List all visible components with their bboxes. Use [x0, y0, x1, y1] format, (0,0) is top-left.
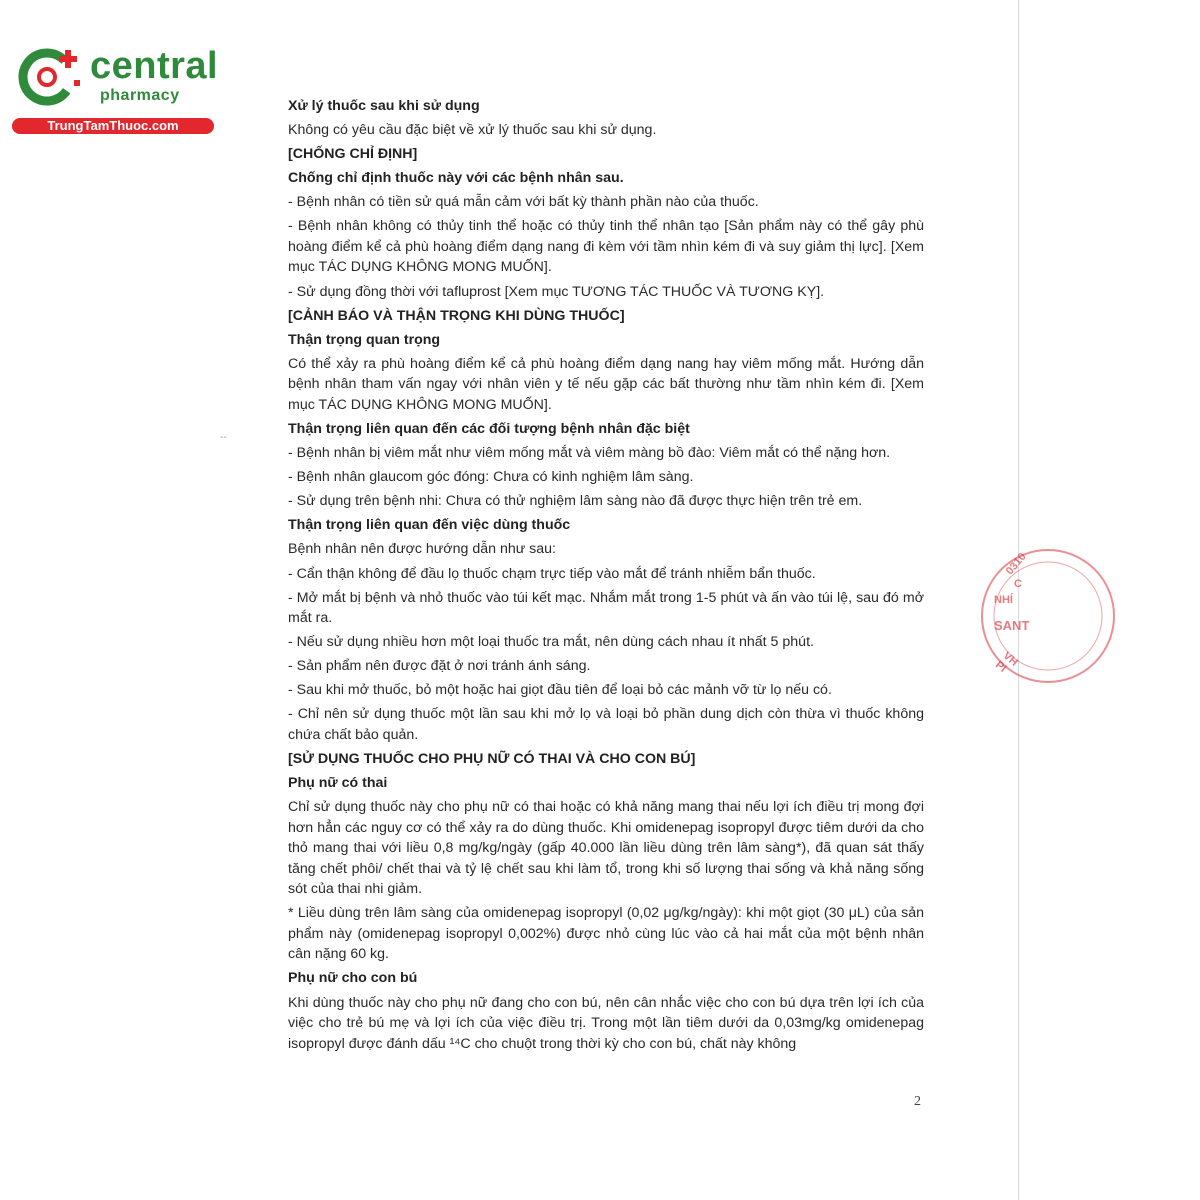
- paragraph: - Sử dụng đồng thời với tafluprost [Xem mục TƯƠNG TÁC THUỐC VÀ TƯƠNG KỴ].: [288, 283, 825, 300]
- paragraph: Chỉ sử dụng thuốc này cho phụ nữ có thai hoặc có khả năng mang thai nếu lợi ích điều trị mong đợi hơn hẳn các nguy cơ có thể xảy ra do dùng thuốc. Khi omidenepag isopropyl được tiêm dưới da cho thỏ mang thai với liều 0,8 mg/kg/ngày (gấp 40.000 lần liều dùng trên lâm sàng*), đã quan sát thấy tăng chết phôi/ chết thai và tỷ lệ chết sau khi làm tổ, trong khi số lượng thai sống và khả năng sống sót của thai nhi giảm.: [288, 799, 924, 898]
- paragraph: - Bệnh nhân glaucom góc đóng: Chưa có kinh nghiệm lâm sàng.: [288, 469, 694, 486]
- paragraph: - Cẩn thận không để đầu lọ thuốc chạm trực tiếp vào mắt để tránh nhiễm bẩn thuốc.: [288, 565, 816, 582]
- section-heading: [CẢNH BÁO VÀ THẬN TRỌNG KHI DÙNG THUỐC]: [288, 307, 625, 324]
- margin-mark: --: [220, 432, 227, 443]
- stamp-fragment: VH PI: [992, 649, 1020, 675]
- paragraph: Có thể xảy ra phù hoàng điểm kể cả phù hoàng điểm dạng nang hay viêm mống mắt. Hướng dẫn bệnh nhân tham vấn ngay với nhân viên y tế nếu gặp các bất thường như tầm nhìn kém đi. [Xem mục TÁC DỤNG KHÔNG MONG MUỐN].: [288, 355, 924, 413]
- paragraph: - Nếu sử dụng nhiều hơn một loại thuốc tra mắt, nên dùng cách nhau ít nhất 5 phút.: [288, 634, 814, 651]
- paragraph: Khi dùng thuốc này cho phụ nữ đang cho con bú, nên cân nhắc việc cho con bú dựa trên lợi ích của việc cho trẻ bú mẹ và lợi ích của việc điều trị. Trong một lần tiêm dưới da 0,03mg/kg omidenepag isopropyl được đánh dấu ¹⁴C cho chuột trong thời kỳ cho con bú, chất này không: [288, 994, 924, 1052]
- paragraph: - Bệnh nhân bị viêm mắt như viêm mống mắt và viêm màng bồ đào: Viêm mắt có thể nặng hơn.: [288, 445, 891, 462]
- stamp-fragment: NHÍ: [994, 594, 1013, 606]
- paragraph: Bệnh nhân nên được hướng dẫn như sau:: [288, 541, 556, 558]
- paragraph: - Sản phẩm nên được đặt ở nơi tránh ánh sáng.: [288, 658, 591, 675]
- brand-subtitle: pharmacy: [100, 87, 180, 104]
- paragraph: * Liều dùng trên lâm sàng của omidenepag isopropyl (0,02 μg/kg/ngày): khi một giọt (30 μL) của sản phẩm này (omidenepag isopropyl 0,002%) được nhỏ cùng lúc vào cả hai mắt của một bệnh nhân cân nặng 60 kg.: [288, 905, 924, 963]
- subheading: Xử lý thuốc sau khi sử dụng: [288, 98, 480, 114]
- paragraph: - Sau khi mở thuốc, bỏ một hoặc hai giọt đầu tiên để loại bỏ các mảnh vỡ từ lọ nếu có.: [288, 682, 832, 699]
- paragraph: - Mở mắt bị bệnh và nhỏ thuốc vào túi kết mạc. Nhắm mắt trong 1-5 phút và ấn vào túi lệ, sau đó mở mắt ra.: [288, 589, 924, 627]
- stamp-fragment: C: [1014, 578, 1022, 590]
- paragraph: - Chỉ nên sử dụng thuốc một lần sau khi mở lọ và loại bỏ phần dung dịch còn thừa vì thuốc không chứa chất bảo quản.: [288, 706, 924, 743]
- brand-name: central: [90, 45, 219, 87]
- paragraph: - Bệnh nhân có tiền sử quá mẫn cảm với bất kỳ thành phần nào của thuốc.: [288, 194, 759, 211]
- subheading: Chống chỉ định thuốc này với các bệnh nhân sau.: [288, 170, 624, 187]
- document-body: [288, 96, 924, 1058]
- subheading: Thận trọng liên quan đến việc dùng thuốc: [288, 517, 571, 534]
- page-number: 2: [914, 1094, 921, 1109]
- red-stamp: [986, 536, 1030, 696]
- paragraph: Không có yêu cầu đặc biệt về xử lý thuốc sau khi sử dụng.: [288, 122, 657, 139]
- brand-url: TrungTamThuoc.com: [12, 118, 214, 134]
- central-pharmacy-logo-icon: [12, 40, 86, 114]
- subheading: Phụ nữ cho con bú: [288, 970, 418, 987]
- brand-logo: [8, 36, 218, 136]
- paragraph: - Bệnh nhân không có thủy tinh thể hoặc có thủy tinh thể nhân tạo [Sản phẩm này có thể gây phù hoàng điểm kể cả phù hoàng điểm dạng nang đi kèm với tầm nhìn kém đi và suy giảm thị lực]. [Xem mục TÁC DỤNG KHÔNG MONG MUỐN].: [288, 218, 924, 276]
- subheading: Thận trọng liên quan đến các đối tượng bệnh nhân đặc biệt: [288, 420, 690, 437]
- stamp-fragment: 0310: [1003, 550, 1029, 578]
- subheading: Thận trọng quan trọng: [288, 331, 441, 348]
- subheading: Phụ nữ có thai: [288, 775, 388, 792]
- paragraph: - Sử dụng trên bệnh nhi: Chưa có thử nghiệm lâm sàng nào đã được thực hiện trên trẻ em.: [288, 493, 863, 510]
- section-heading: [CHỐNG CHỈ ĐỊNH]: [288, 146, 418, 163]
- section-heading: [SỬ DỤNG THUỐC CHO PHỤ NỮ CÓ THAI VÀ CHO CON BÚ]: [288, 751, 696, 768]
- stamp-fragment: SANT: [994, 618, 1030, 633]
